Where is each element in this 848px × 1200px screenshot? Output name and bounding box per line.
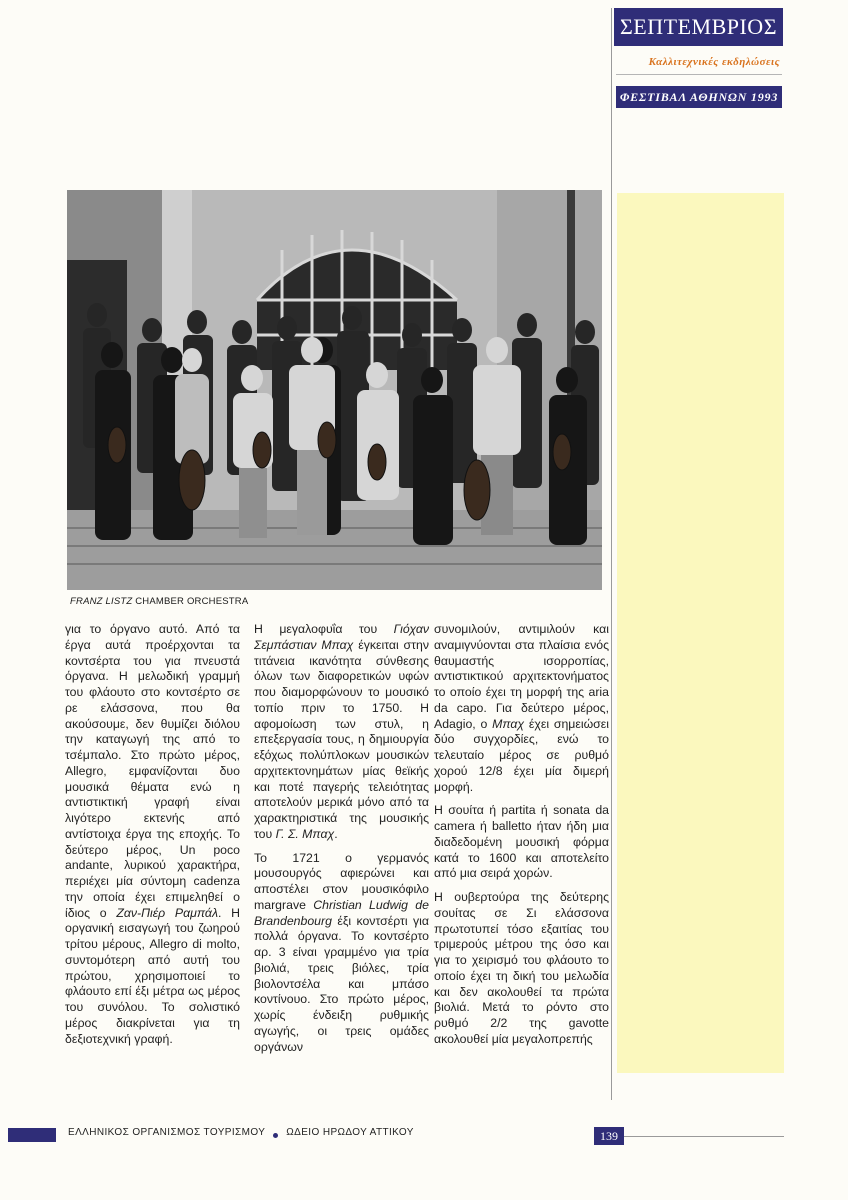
orchestra-photo-illustration bbox=[67, 190, 602, 590]
article-paragraph bbox=[65, 622, 240, 1047]
category-divider bbox=[616, 74, 782, 75]
festival-banner: ΦΕΣΤΙΒΑΛ ΑΘΗΝΩΝ 1993 bbox=[616, 86, 782, 108]
article-paragraph bbox=[434, 622, 609, 795]
caption-ensemble-name: FRANZ LISTZ bbox=[70, 596, 133, 607]
paragraph-text: συνομιλούν, αντιμιλούν και αναμιγνύονται στα πλαίσια ενός θαυμαστής ισορροπίας, αντιστικτικού αρχιτεκτονήματος το οποίο έχει τη μορφή της aria da capo. Για δεύτερο μέρος, Adagio, ο bbox=[434, 622, 609, 731]
person-name: Μπαχ bbox=[492, 716, 525, 731]
photo-caption bbox=[70, 596, 248, 607]
page-number: 139 bbox=[594, 1127, 624, 1145]
article-column-2 bbox=[254, 622, 429, 1063]
paragraph-text: Η μεγαλοφυΐα του bbox=[254, 622, 394, 636]
footer-organization: ΕΛΛΗΝΙΚΟΣ ΟΡΓΑΝΙΣΜΟΣ ΤΟΥΡΙΣΜΟΥ bbox=[68, 1127, 266, 1138]
category-label: Καλλιτεχνικές εκδηλώσεις bbox=[648, 56, 780, 68]
footer-venue: ΩΔΕΙΟ ΗΡΩΔΟΥ ΑΤΤΙΚΟΥ bbox=[286, 1127, 414, 1138]
article-paragraph bbox=[254, 622, 429, 843]
footer-accent-bar bbox=[8, 1128, 56, 1142]
footer-credits bbox=[68, 1127, 414, 1138]
person-name: Γ. Σ. Μπαχ bbox=[275, 826, 335, 841]
person-name: Γιόχαν Σεμπάστιαν Μπαχ bbox=[254, 622, 429, 652]
article-column-1 bbox=[65, 622, 240, 1055]
person-name: Ζαν-Πιέρ Ραμπάλ bbox=[116, 905, 218, 920]
sidebar-panel bbox=[617, 193, 784, 1073]
article-paragraph bbox=[254, 851, 429, 1056]
paragraph-text: . Η οργανική εισαγωγή του ζωηρού τρίτου μέρους, Allegro di molto, συντομότερη από αυτή του πρώτου, χρησιμοποιεί το φλάουτο επί έξι μέτρα ως μέρος του συνόλου. Το σολιστικό μέρος διακρίνεται για τη δεξιοτεχνική γραφή. bbox=[65, 905, 241, 1046]
article-paragraph: Η σουίτα ή partita ή sonata da camera ή balletto ήταν ήδη μια διαδεδομένη μουσική φόρμα κατά το 1600 και αποτελείτο από μια σειρά χορών. bbox=[434, 803, 609, 881]
side-divider-line bbox=[611, 8, 612, 1100]
footer-divider bbox=[624, 1136, 784, 1137]
paragraph-text: Το 1721 ο γερμανός μουσουργός αφιερώνει και αποστέλει στον μουσικόφιλο margrave bbox=[254, 850, 429, 912]
orchestra-photo bbox=[67, 190, 602, 590]
paragraph-text: έξι κοντσέρτι για πολλά όργανα. Το κοντσέρτο αρ. 3 είναι γραμμένο για τρία βιολιά, τρεις βιόλες, τρία βιολοντσέλα και μπάσο κοντίνουο. Στο πρώτο μέρος, χωρίς ένδειξη ρυθμικής αγωγής, οι τρεις ομάδες οργάνων bbox=[254, 913, 429, 1054]
month-title: ΣΕΠΤΕΜΒΡΙΟΣ bbox=[614, 8, 783, 46]
person-name: Christian Ludwig de Brandenbourg bbox=[254, 897, 429, 928]
paragraph-text: για το όργανο αυτό. Από τα έργα αυτά προέρχονται τα κοντσέρτα του για πνευστά όργανα. Η μελωδική γραμμή του φλάουτο στο κοντσέρτο σε ρε ελάσσονα, που θα ακούσουμε, δεν θυμίζει διόλου την καταγωγή της από το τσέμπαλο. Στο πρώτο μέρος, Allegro, εμφανίζονται δυο μουσικά θέματα ενώ η αντιστικτική γραφή είναι λιγότερο εκτενής από αντίστοιχα έργα της εποχής. Το δεύτερο μέρος, Un poco andante, λυρικού χαρακτήρα, περιέχει μία σύντομη cadenza την οποία έχει επιμεληθεί ο ίδιος ο bbox=[65, 622, 240, 920]
paragraph-text: έγκειται στην τιτάνεια ικανότητα σύνθεσης όλων των διαφορετικών υφών που διαμορφώνουν το μουσικό τοπίο πριν το 1750. Η αφομοίωση των στυλ, η επεξεργασία τους, η δημιουργία εξόχως πολύπλοκων μουσικών αρχιτεκτονημάτων μίας θεϊκής και ποτέ παγερής τελειότητας αποτελούν μερικά μόνο από τα χαρακτηριστικά της μουσικής του bbox=[254, 637, 429, 841]
paragraph-text: έχει σημειώσει δύο συγχορδίες, ενώ το τελευταίο μέρος σε ρυθμό χορού 12/8 έχει μία διμερή μορφή. bbox=[434, 716, 609, 794]
article-paragraph: Η ουβερτούρα της δεύτερης σουίτας σε Σι ελάσσονα πρωτοτυπεί τόσο εξαιτίας του τριμερούς μέτρου της όσο και για το χειρισμό του φλάουτο το οποίο έχει τη δική του μελωδία και δεν ακολουθεί τα πρώτα βιολιά. Μετά το ρόντο στο ρυθμό 2/2 της gavotte ακολουθεί μία μεγαλοπρεπής bbox=[434, 890, 609, 1046]
paragraph-text: . bbox=[334, 826, 338, 841]
article-column-3 bbox=[434, 622, 609, 1056]
footer-separator-dot bbox=[273, 1133, 278, 1138]
caption-ensemble-type: CHAMBER ORCHESTRA bbox=[132, 596, 249, 607]
